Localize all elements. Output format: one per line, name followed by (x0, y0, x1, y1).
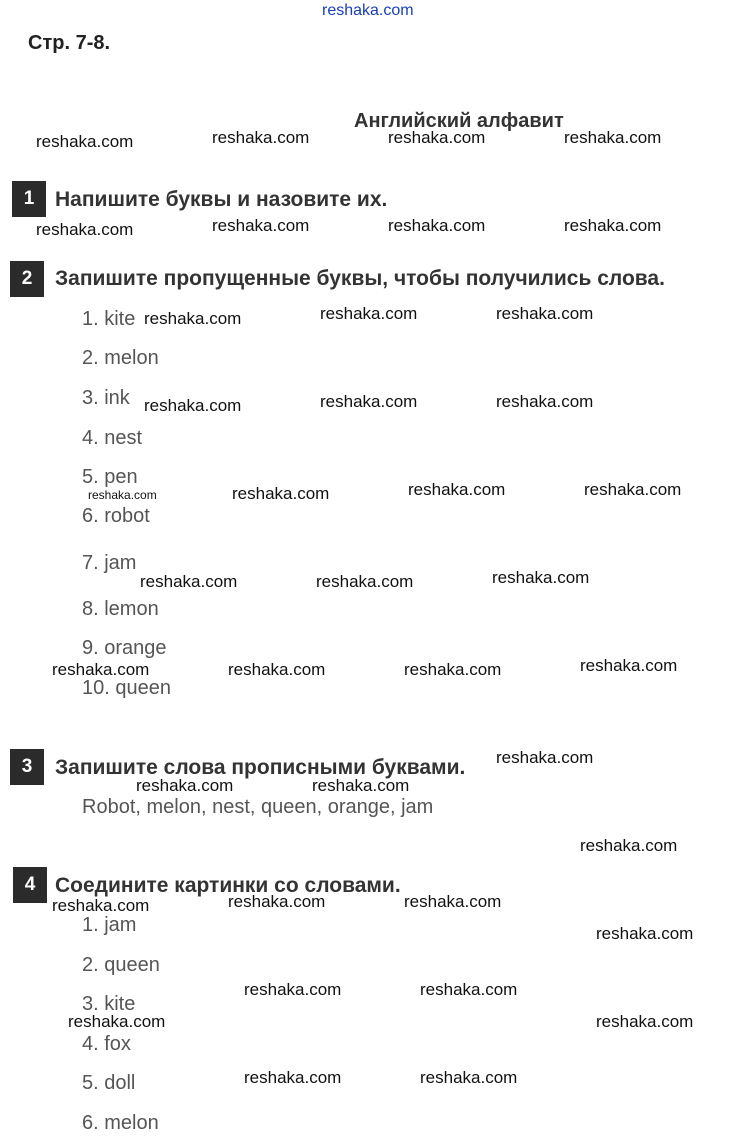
watermark: reshaka.com (212, 128, 310, 147)
exercise-1-title: Напишите буквы и назовите их. (55, 188, 388, 211)
watermark: reshaka.com (496, 304, 594, 323)
watermark: reshaka.com (228, 892, 326, 911)
watermark: reshaka.com (136, 776, 234, 795)
exercise-1-number: 1 (12, 181, 46, 217)
site-link[interactable]: reshaka.com (322, 2, 414, 19)
watermark: reshaka.com (244, 980, 342, 999)
ex2-item: 2. melon (82, 347, 159, 369)
ex2-item: 1. kite (82, 308, 136, 330)
watermark: reshaka.com (312, 776, 410, 795)
exercise-2-title: Запишите пропущенные буквы, чтобы получились слова. (55, 267, 665, 290)
watermark: reshaka.com (232, 484, 330, 503)
exercise-4-number: 4 (13, 867, 47, 903)
ex4-item: 5. doll (82, 1072, 136, 1094)
watermark: reshaka.com (52, 896, 150, 915)
watermark: reshaka.com (496, 748, 594, 767)
ex2-item: 5. pen (82, 466, 138, 488)
ex4-item: 2. queen (82, 954, 160, 976)
ex4-item: 6. melon (82, 1112, 159, 1134)
watermark: reshaka.com (580, 836, 678, 855)
watermark: reshaka.com (596, 924, 694, 943)
watermark: reshaka.com (244, 1068, 342, 1087)
watermark: reshaka.com (580, 656, 678, 675)
watermark: reshaka.com (316, 572, 414, 591)
watermark: reshaka.com (388, 216, 486, 235)
watermark: reshaka.com (584, 480, 682, 499)
ex2-item: 6. robot (82, 505, 150, 527)
exercise-4-title: Соедините картинки со словами. (55, 874, 401, 897)
watermark: reshaka.com (144, 309, 242, 328)
watermark: reshaka.com (320, 392, 418, 411)
ex2-item: 7. jam (82, 552, 137, 574)
watermark: reshaka.com (140, 572, 238, 591)
watermark: reshaka.com (212, 216, 310, 235)
watermark: reshaka.com (492, 568, 590, 587)
ex2-item: 3. ink (82, 387, 130, 409)
watermark: reshaka.com (404, 892, 502, 911)
watermark: reshaka.com (420, 980, 518, 999)
watermark: reshaka.com (88, 488, 157, 502)
watermark: reshaka.com (68, 1012, 166, 1031)
ex3-answer: Robot, melon, nest, queen, orange, jam (82, 796, 434, 818)
watermark: reshaka.com (496, 392, 594, 411)
watermark: reshaka.com (228, 660, 326, 679)
exercise-3-number: 3 (10, 749, 44, 785)
ex2-item: 8. lemon (82, 598, 159, 620)
ex4-item: 4. fox (82, 1033, 131, 1055)
watermark: reshaka.com (320, 304, 418, 323)
page-reference: Стр. 7-8. (28, 32, 111, 54)
watermark: reshaka.com (420, 1068, 518, 1087)
ex4-item: 1. jam (82, 914, 137, 936)
watermark: reshaka.com (52, 660, 150, 679)
watermark: reshaka.com (144, 396, 242, 415)
watermark: reshaka.com (408, 480, 506, 499)
watermark: reshaka.com (36, 220, 134, 239)
exercise-2-number: 2 (10, 261, 44, 297)
ex2-item: 9. orange (82, 637, 167, 659)
ex2-item: 10. queen (82, 677, 171, 699)
watermark: reshaka.com (564, 216, 662, 235)
exercise-3-title: Запишите слова прописными буквами. (55, 756, 466, 779)
watermark: reshaka.com (596, 1012, 694, 1031)
watermark: reshaka.com (564, 128, 662, 147)
watermark: reshaka.com (388, 128, 486, 147)
watermark: reshaka.com (36, 132, 134, 151)
watermark: reshaka.com (404, 660, 502, 679)
ex4-item: 3. kite (82, 993, 136, 1015)
section-title: Английский алфавит (354, 110, 564, 132)
ex2-item: 4. nest (82, 427, 143, 449)
